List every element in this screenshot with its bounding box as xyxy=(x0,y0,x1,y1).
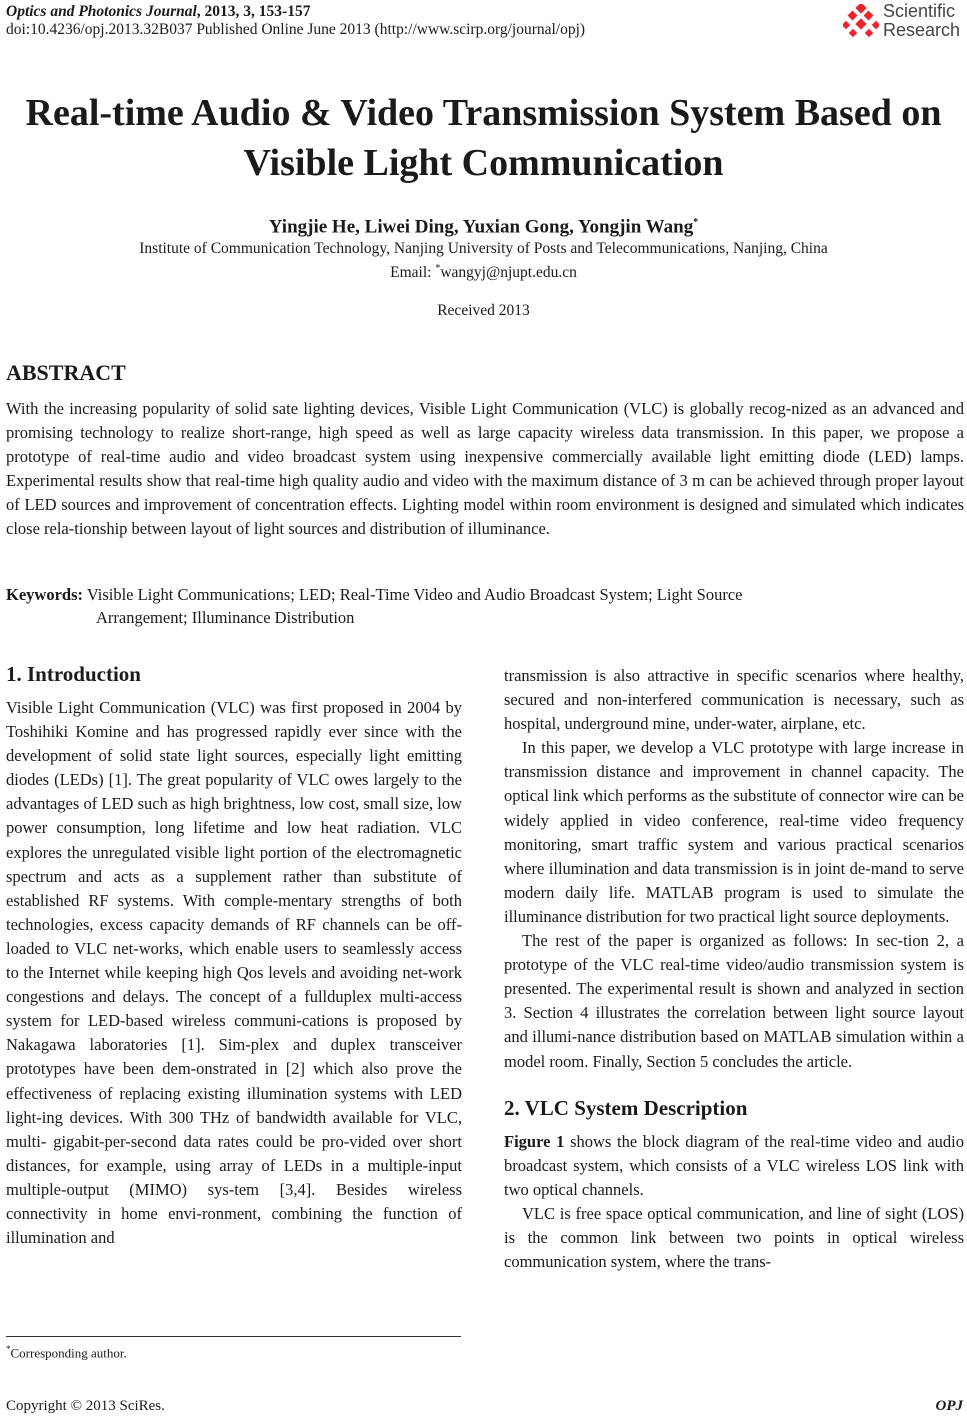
intro-paragraph-3: The rest of the paper is organized as follows: In sec-tion 2, a prototype of the VLC real-time video/audio transmission system is presented. The experimental result is shown and analyzed in section 3. Section 4 illustrates the correlation between light source layout and illumi-nance distribution based on MATLAB simulation within a model room. Finally, Section 5 concludes the article. xyxy=(504,931,964,1071)
intro-paragraph-1: Visible Light Communication (VLC) was first proposed in 2004 by Toshihiki Komine and has progressed rapidly ever since with the development of solid state light sources, especially light emitting diodes (LEDs) [1]. The great popularity of VLC owes largely to the advantages of LED such as high brightness, low cost, small size, low power consumption, long lifetime and low heat radiation. VLC explores the unregulated visible light portion of the electromagnetic spectrum and acts as a supplement rather than substitute of established RF systems. With comple-mentary strengths of both technologies, excess capacity demands of RF channels can be off-loaded to VLC net-works, which enable users to seamlessly access to the Internet while keeping high Qos levels and avoiding net-work congestions and delays. The concept of a fullduplex multi-access system for LED-based wireless communi-cations is proposed by Nakagawa laboratories [1]. Sim-plex and duplex transceiver prototypes have been dem-onstrated in [2] which also prove the effectiveness of replacing existing illumination systems with LED light-ing devices. With 300 THz of bandwidth available for VLC, multi- gigabit-per-second data rates could be pro-vided over short distances, for example, using array of LEDs in a multiple-input multiple-output (MIMO) sys-tem [3,4]. Besides wireless connectivity in home envi-ronment, combining the function of illumination and xyxy=(6,698,462,1248)
intro-paragraph-1-continued: transmission is also attractive in specific scenarios where healthy, secured and non-interfered communication is necessary, such as hospital, underground mine, under-water, airplane, etc. xyxy=(504,666,964,734)
authors-text: Yingjie He, Liwei Ding, Yuxian Gong, Yongjin Wang xyxy=(268,216,694,238)
right-column xyxy=(504,664,964,1274)
vlc-paragraph-2: VLC is free space optical communication, and line of sight (LOS) is the common link between two points in optical wireless communication system, where the trans- xyxy=(504,1203,964,1272)
author-mark: * xyxy=(693,217,699,228)
journal-abbreviation: OPJ xyxy=(935,1398,963,1414)
copyright-notice: Copyright © 2013 SciRes. xyxy=(6,1398,165,1414)
section-vlc-heading: 2. VLC System Description xyxy=(504,1095,748,1120)
email-line xyxy=(0,259,967,283)
email-address[interactable]: wangyj@njupt.edu.cn xyxy=(440,264,577,282)
journal-volume: , 2013, 3, 153-157 xyxy=(196,3,311,20)
publisher-logo-icon xyxy=(843,4,879,40)
scientific-research-logo[interactable] xyxy=(843,2,963,42)
affiliation: Institute of Communication Technology, Nanjing University of Posts and Telecommunications, Nanjing, China xyxy=(139,240,828,257)
footnote-divider xyxy=(6,1336,461,1337)
keywords xyxy=(6,583,964,629)
doi-line: doi:10.4236/opj.2013.32B037 Published Online June 2013 (http://www.scirp.org/journal/opj) xyxy=(6,21,586,38)
vlc-paragraph-1 xyxy=(504,1130,964,1202)
journal-title: Optics and Photonics Journal xyxy=(6,3,197,20)
vlc-paragraph-1-text: shows the block diagram of the real-time video and audio broadcast system, which consists of a VLC wireless LOS link with two optical channels. xyxy=(504,1131,964,1199)
received-date: Received 2013 xyxy=(437,302,530,319)
keywords-label: Keywords: xyxy=(6,585,83,604)
journal-citation xyxy=(6,2,310,22)
left-column xyxy=(6,660,462,1250)
abstract-heading: ABSTRACT xyxy=(6,360,126,385)
intro-paragraph-2: In this paper, we develop a VLC prototype with large increase in transmission distance and improvement in channel capacity. The optical link which performs as the substitute of connector wire can be widely applied in video conference, real-time video frequency monitoring, smart traffic system and various practical scenarios where illumination and data transmission is in joint de-mand to serve modern daily life. MATLAB program is used to simulate the illuminance distribution for two practical light source deployments. xyxy=(504,738,964,926)
keywords-line1: Visible Light Communications; LED; Real-Time Video and Audio Broadcast System; Light Source xyxy=(83,585,743,604)
footnote-text: Corresponding author. xyxy=(10,1345,127,1361)
email-mark: * xyxy=(435,263,441,274)
author-list xyxy=(0,210,967,240)
keywords-line2: Arrangement; Illuminance Distribution xyxy=(96,608,355,627)
email-label: Email: xyxy=(390,264,436,282)
footnote xyxy=(6,1340,127,1362)
logo-line2: Research xyxy=(883,20,961,40)
abstract-text: With the increasing popularity of solid sate lighting devices, Visible Light Communication (VLC) is globally recog-nized as an advanced and promising technology to realize short-range, high speed as well as large capacity wireless data transmission. In this paper, we propose a prototype of real-time audio and video broadcast system using inexpensive commercially available light emitting diode (LED) lamps. Experimental results show that real-time high quality audio and video with the maximum distance of 3 m can be achieved through proper layout of LED sources and improvement of concentration effects. Lighting model within room environment is designed and simulated which indicates close rela-tionship between layout of light sources and distribution of illuminance. xyxy=(6,399,964,539)
footnote-mark: * xyxy=(6,1344,11,1354)
section-introduction-heading: 1. Introduction xyxy=(6,662,141,686)
title-line1: Real-time Audio & Video Transmission System Based on xyxy=(25,92,942,134)
logo-line1: Scientific xyxy=(883,1,956,21)
paper-title xyxy=(0,88,967,188)
title-line2: Visible Light Communication xyxy=(243,142,724,184)
figure-1-reference[interactable]: Figure 1 xyxy=(504,1131,565,1151)
